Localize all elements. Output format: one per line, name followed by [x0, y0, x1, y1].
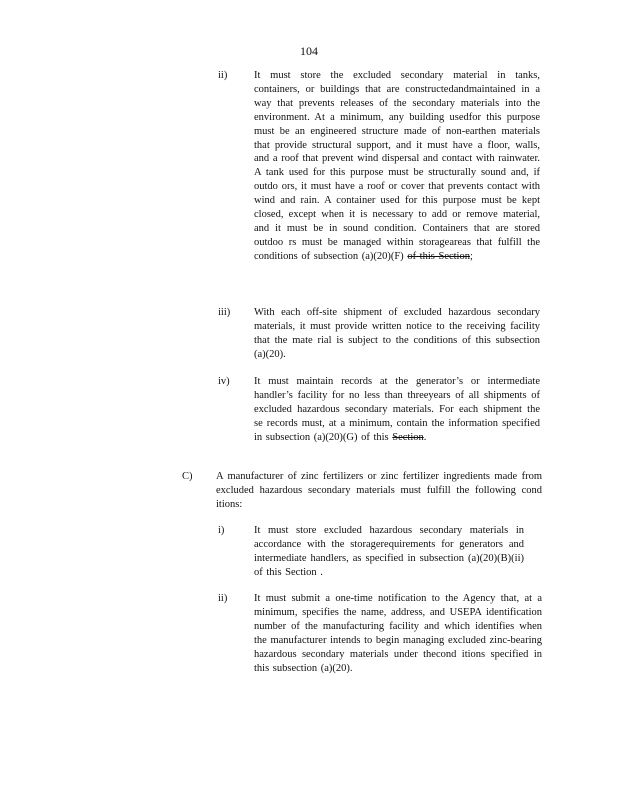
item-body: It must store the excluded secondary material in tanks, containers, or buildings that are constructedandmaintained in a way that prevents releases of the secondary materials into the environment. At a minimum, any building usedfor this purpose must be an engineered structure made of non-earthen materials that provide structural support, and it must have a floor, walls, and a roof that prevent wind dispersal and contact with rainwater. A tank used for this purpose must be structurally sound and, if outdo ors, it must have a roof or cover that prevents contact with wind and rain. A container used for this purpose must be kept closed, except when it is necessary to add or remove material, and it must be in sound condition. Containers that are stored outdoo rs must be managed within storageareas that fulfill the conditions of subsection (a)(20)(F) [254, 70, 540, 262]
item-label: ii) [218, 593, 228, 604]
item-text: A manufacturer of zinc fertilizers or zinc fertilizer ingredients made from excluded hazardous secondary materials must fulfill the following cond itions: [216, 471, 542, 510]
item-text [254, 375, 540, 445]
item-label: iv) [218, 376, 230, 387]
item-end-punctuation: . [423, 431, 427, 443]
item-label: i) [218, 525, 225, 536]
item-body: It must maintain records at the generator’s or intermediate handler’s facility for no less than threeyears of all shipments of excluded hazardous secondary materials. For each shipment the se records must, at a minimum, contain the information specified in subsection (a)(20)(G) of this [254, 376, 540, 443]
item-label: C) [182, 471, 193, 482]
struck-text: Section [392, 431, 424, 443]
item-text: It must store excluded hazardous secondary materials in accordance with the storagerequirements for generators and intermediate handlers, as specified in subsection (a)(20)(B)(ii) of this Section . [254, 525, 524, 578]
item-text [254, 69, 540, 264]
struck-text: of this Section [407, 250, 470, 262]
item-end-punctuation: ; [469, 250, 473, 262]
item-text: It must submit a one-time notification to the Agency that, at a minimum, specifies the name, address, and USEPA identification number of the manufacturing facility and which identifies when the manufacturer intends to begin managing excluded zinc-bearing hazardous secondary materials under thecond itions specified in this subsection (a)(20). [254, 593, 542, 674]
page-number: 104 [300, 44, 318, 58]
item-label: ii) [218, 70, 228, 81]
item-text: With each off-site shipment of excluded hazardous secondary materials, it must provide written notice to the receiving facility that the mate rial is subject to the conditions of this subsection (a)(20). [254, 307, 540, 360]
item-label: iii) [218, 307, 231, 318]
